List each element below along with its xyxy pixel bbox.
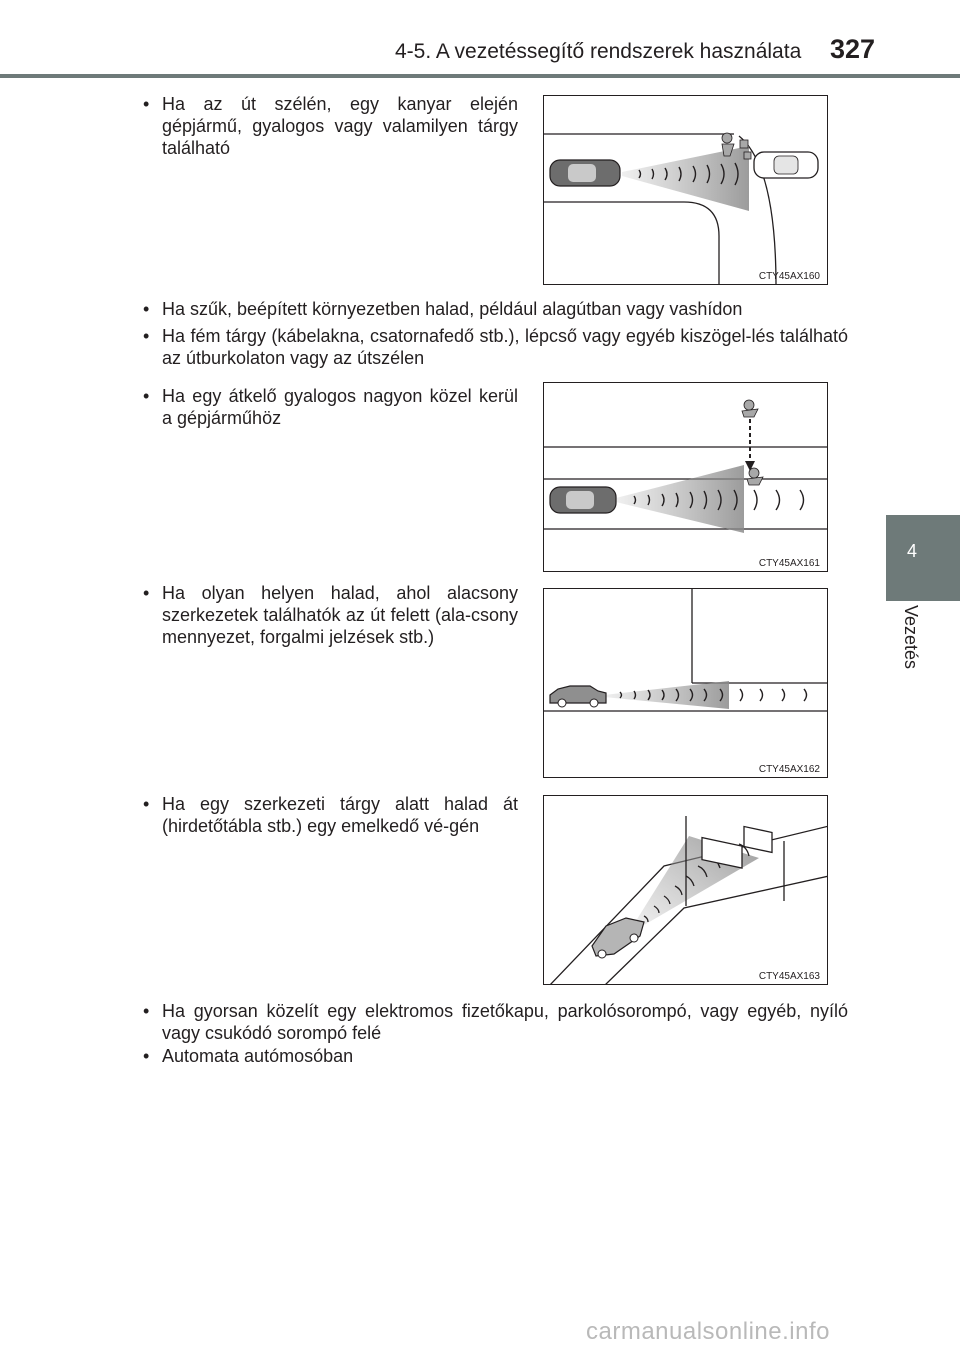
overhead-sign-illustration <box>544 796 828 985</box>
figure-code: CTY45AX160 <box>758 271 820 282</box>
car-icon <box>550 686 606 707</box>
car-icon <box>550 487 616 513</box>
chapter-label-box <box>886 601 960 696</box>
chapter-label: Vezetés <box>901 605 921 670</box>
list-item: • Ha szűk, beépített környezetben halad, például alagútban vagy vashídon <box>140 298 848 320</box>
pedestrian-icon <box>742 400 763 485</box>
crossing-pedestrian-illustration <box>544 383 828 572</box>
figure-code: CTY45AX161 <box>758 558 820 569</box>
low-structure-illustration <box>544 589 828 778</box>
list-item: • Ha egy szerkezeti tárgy alatt halad át (hirdetőtábla stb.) egy emelkedő vé-gén <box>140 793 518 837</box>
car-icon <box>592 918 644 958</box>
figure-crossing-pedestrian <box>543 382 828 572</box>
list-item: • Ha fém tárgy (kábelakna, csatornafedő stb.), lépcső vagy egyéb kiszögel-lés található az útburkolaton vagy az útszélen <box>140 325 848 369</box>
page-number: 327 <box>830 34 876 64</box>
header-rule <box>0 74 960 78</box>
curve-obstacle-illustration <box>544 96 828 285</box>
chapter-number: 4 <box>906 541 917 561</box>
list-item: • Automata autómosóban <box>140 1045 848 1067</box>
figure-code: CTY45AX162 <box>758 764 820 775</box>
list-item: • Ha egy átkelő gyalogos nagyon közel kerül a gépjárműhöz <box>140 385 518 429</box>
section-header-title: 4-5. A vezetéssegítő rendszerek használata <box>395 40 802 63</box>
list-item: • Ha az út szélén, egy kanyar elején gépjármű, gyalogos vagy valamilyen tárgy található <box>140 93 518 159</box>
figure-overhead-sign <box>543 795 828 985</box>
list-item: • Ha gyorsan közelít egy elektromos fizetőkapu, parkolósorompó, vagy egyéb, nyíló vagy csukódó sorompó felé <box>140 1000 848 1044</box>
watermark: carmanualsonline.info <box>586 1318 830 1345</box>
figure-curve-obstacle <box>543 95 828 285</box>
car-icon <box>550 160 620 186</box>
list-item: • Ha olyan helyen halad, ahol alacsony szerkezetek találhatók az út felett (ala-csony mennyezet, forgalmi jelzések stb.) <box>140 582 518 648</box>
figure-low-structure <box>543 588 828 778</box>
chapter-tab <box>886 515 960 601</box>
figure-code: CTY45AX163 <box>758 971 820 982</box>
parked-car-icon <box>754 152 818 178</box>
